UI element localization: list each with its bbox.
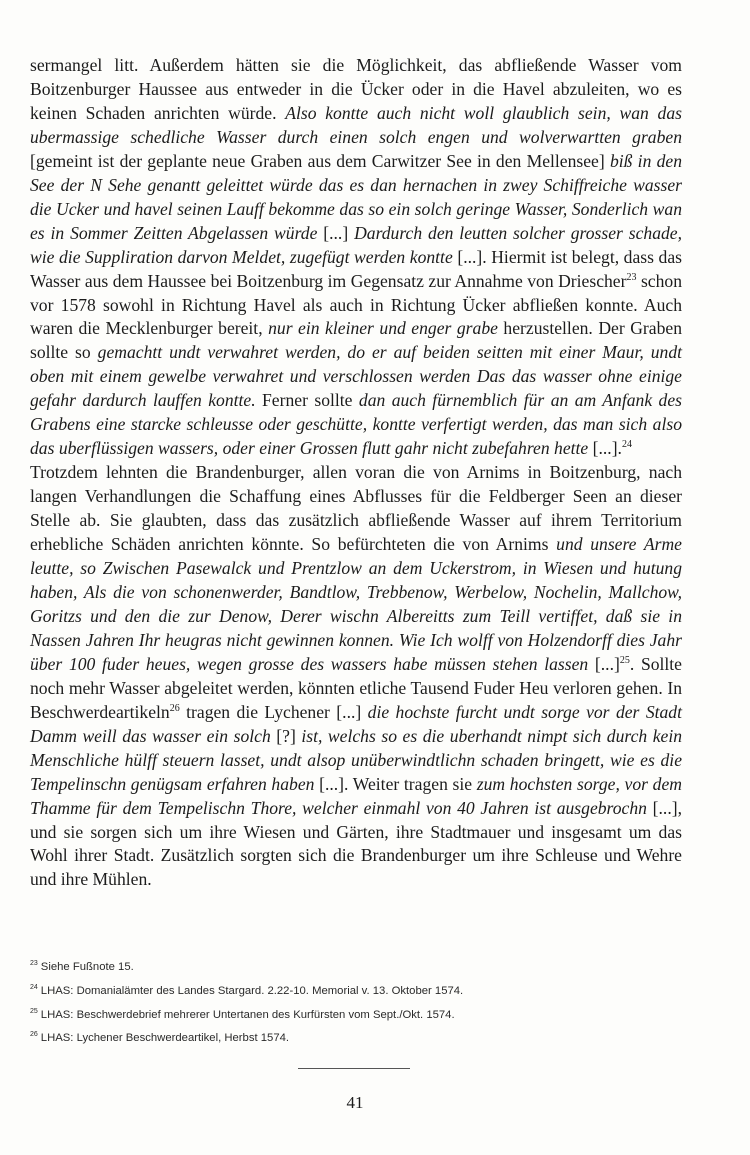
- footnote: [30, 1004, 682, 1028]
- text-run: [...]: [588, 653, 620, 674]
- text-run: schon vor 1578 sowohl in Richtung Havel als auch in Richtung Ücker abfließen konnte. Auch waren die Mecklenburger bereit,: [30, 270, 682, 339]
- footnote-text: LHAS: Beschwerdebrief mehrerer Untertanen des Kurfürsten vom Sept./Okt. 1574.: [40, 1008, 455, 1021]
- historical-quote: Dardurch den leutten solcher grosser schade, wie die Suppliration darvon Meldet, zugefügt werden kontte: [30, 222, 682, 267]
- paragraph-1: [30, 54, 682, 461]
- text-run: [gemeint ist der geplante neue Graben aus dem Carwitzer See in den Mellensee]: [30, 150, 610, 171]
- footnote-ref: 23: [626, 271, 637, 283]
- footnote: [30, 980, 682, 1004]
- footnote-number: 24: [30, 983, 38, 991]
- historical-quote: zum hochsten sorge, vor dem Thamme für dem Tempelischn Thore, welcher einmahl von 40 Jahren ist ausgebrochn: [30, 773, 682, 818]
- page-number: 41: [346, 1093, 364, 1112]
- text-run: [?]: [270, 725, 302, 746]
- footnote: [30, 956, 682, 980]
- footnote-text: LHAS: Lychener Beschwerdeartikel, Herbst 1574.: [40, 1032, 290, 1045]
- text-run: herzustellen. Der Graben sollte so: [30, 318, 682, 363]
- historical-quote: ist, welchs so es die uberhandt nimpt sich durch kein Menschliche hülff steuern lasset, undt alsop unüberwindtlichn schaden bringett, wie es die Tempelinschn genügsam erfahren haben: [30, 725, 683, 794]
- historical-quote: gemachtt undt verwahret werden, do er auf beiden seitten mit einer Maur, undt oben mit einem gewelbe verwahret und verschlossen werden Das das wasser ohne einige gefahr dardurch lauffen kontte.: [30, 342, 682, 411]
- divider-rule: [298, 1068, 410, 1069]
- historical-quote: dan auch fürnemblich für an am Anfank des Grabens eine starcke schleusse oder geschütte, kontte verfertigt werden, das man sich also das uberflüssigen wassers, oder einer Grossen flutt gahr nicht zubefahren hette: [30, 390, 682, 459]
- text-run: Trotzdem lehnten die Brandenburger, allen voran die von Arnims in Boitzenburg, nach langen Verhandlungen die Schaffung eines Abflusses für die Feldberger Seen an dieser Stelle ab. Sie glaubten, dass das zusätzlich abfließende Wasser auf ihrem Territorium erhebliche Schäden anrichten könnte. So befürchteten die von Arnims: [30, 462, 682, 555]
- footnote-ref: 26: [169, 702, 180, 714]
- historical-quote: biß in den See der N Sehe genantt geleittet würde das es dan hernachen in zwey Schiffreiche wasser die Ucker und havel seinen Lauff bekomme das so ein solch geringe Wasser, Sonderlich wan es in Sommer Zeitten Abgelassen würde: [30, 150, 682, 243]
- footnote: [30, 1027, 682, 1051]
- historical-quote: Also kontte auch nicht woll glaublich sein, wan das ubermassige schedliche Wasser durch einen solch engen und wolverwartten graben: [30, 102, 682, 147]
- footnote-text: Siehe Fußnote 15.: [40, 961, 134, 973]
- footnotes: [30, 956, 682, 1051]
- text-run: [...]. Hiermit ist belegt, dass das Wasser aus dem Haussee bei Boitzenburg im Gegensatz zur Annahme von Driescher: [30, 246, 683, 291]
- footnote-number: 26: [30, 1031, 38, 1039]
- footnote-ref: 25: [619, 654, 630, 666]
- text-run: sermangel litt. Außerdem hätten sie die Möglichkeit, das abfließende Wasser vom Boitzenburger Haussee aus entweder in die Ücker oder in die Havel abzuleiten, wo es keinen Schaden anrichten würde.: [30, 55, 682, 123]
- footnote-ref: 24: [621, 439, 632, 451]
- historical-quote: nur ein kleiner und enger grabe: [268, 318, 498, 339]
- paragraph-2: [30, 461, 682, 892]
- footnote-number: 25: [30, 1007, 38, 1015]
- text-run: . Sollte noch mehr Wasser abgeleitet werden, könnten etliche Tausend Fuder Heu verloren gehen. In Beschwerdeartikeln: [30, 653, 682, 722]
- text-run: [...]. Weiter tragen sie: [314, 773, 477, 794]
- footnote-text: LHAS: Domanialämter des Landes Stargard. 2.22-10. Memorial v. 13. Oktober 1574.: [40, 984, 464, 997]
- text-run: [...]: [317, 222, 355, 243]
- text-run: [...], und sie sorgen sich um ihre Wiesen und Gärten, ihre Stadtmauer und insgesamt um das Wohl ihrer Stadt. Zusätzlich sorgten sich die Brandenburger um ihre Schleuse und Wehre und ihre Mühlen.: [30, 797, 682, 890]
- text-run: tragen die Lychener [...]: [179, 701, 368, 722]
- historical-quote: und unsere Arme leutte, so Zwischen Pasewalck und Prentzlow an dem Uckerstrom, in Wiesen und hutung haben, Als die von schonenwerder, Bandtlow, Trebbenow, Werbelow, Nochelin, Mallchow, Goritzs und den die zur Denow, Derer wischn Albereitts zum Teill vertiffet, daß sie in Nassen Jahren Ihr heugras nicht gewinnen konnen. Wie Ich wolff von Holzendorff dies Jahr über 100 fuder heues, wegen grosse des wassers habe müssen stehen lassen: [30, 534, 682, 674]
- historical-quote: die hochste furcht undt sorge vor der Stadt Damm weill das wasser ein solch: [30, 701, 682, 746]
- text-run: Ferner sollte: [255, 390, 359, 411]
- text-run: [...].: [588, 438, 622, 459]
- body-text: [30, 54, 682, 892]
- footnote-number: 23: [30, 960, 38, 967]
